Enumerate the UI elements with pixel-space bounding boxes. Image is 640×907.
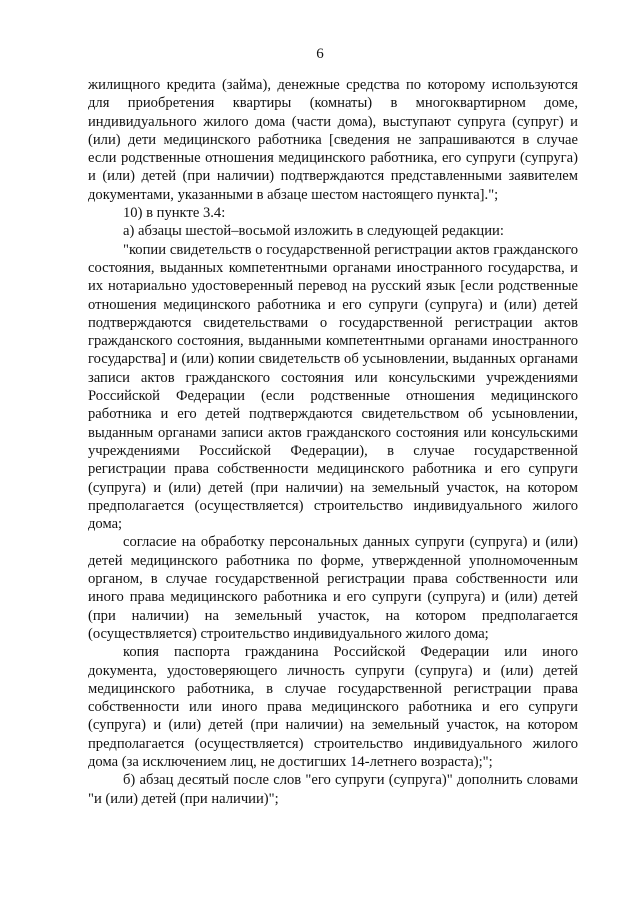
paragraph-continuation: жилищного кредита (займа), денежные средства по которому используются для приобретения квартиры (комнаты) в многоквартирном доме, индивидуального жилого дома (части дома), выступают супруга (супруг) и (или) дети медицинского работника [сведения не запрашиваются в случае если родственные отношения медицинского работника, его супруги (супруга) и (или) детей (при наличии) подтверждаются представленными заявителем документами, указанными в абзаце шестом настоящего пункта]."; — [88, 77, 578, 203]
paragraph-copies-certificates: "копии свидетельств о государственной регистрации актов гражданского состояния, выданных компетентными органами иностранного государства, и их нотариально удостоверенный перевод на русский язык [если родственные отношения медицинского работника и его супруги (супруга) и (или) детей подтверждаются свидетельствами о государственной регистрации актов гражданского состояния, выданными компетентными органами иностранного государства] и (или) копии свидетельств об усыновлении, выданных органами записи актов гражданского состояния или консульскими учреждениями Российской Федерации (если родственные отношения медицинского работника и его детей подтверждаются свидетельством об усыновлении, выданным органами записи актов гражданского состояния или консульскими учреждениями Российской Федерации), в случае государственной регистрации права собственности медицинского работника и его супруги (супруга) и (или) детей (при наличии) на земельный участок, на котором предполагается (осуществляется) строительство индивидуального жилого дома; — [88, 241, 578, 533]
paragraph-consent: согласие на обработку персональных данных супруги (супруга) и (или) детей медицинского работника по форме, утвержденной уполномоченным органом, в случае государственной регистрации права собственности или иного права медицинского работника и его супруги (супруга) и (или) детей (при наличии) на земельный участок, на котором предполагается (осуществляется) строительство индивидуального жилого дома; — [88, 534, 578, 642]
page-number: 6 — [316, 46, 324, 62]
paragraph-passport-copy: копия паспорта гражданина Российской Федерации или иного документа, удостоверяющего личность супруги (супруга) и (или) детей медицинского работника, в случае государственной регистрации права собственности или иного права медицинского работника и его супруги (супруга) и (или) детей (при наличии) на земельный участок, на котором предполагается (осуществляется) строительство индивидуального жилого дома (за исключением лиц, не достигших 14-летнего возраста);"; — [88, 644, 578, 770]
paragraph-subitem-a: а) абзацы шестой–восьмой изложить в следующей редакции: — [123, 223, 504, 240]
paragraph-subitem-b: б) абзац десятый после слов "его супруги (супруга)" дополнить словами "и (или) детей (при наличии)"; — [88, 772, 578, 807]
document-body — [88, 76, 578, 808]
paragraph-item-10: 10) в пункте 3.4: — [123, 205, 226, 222]
